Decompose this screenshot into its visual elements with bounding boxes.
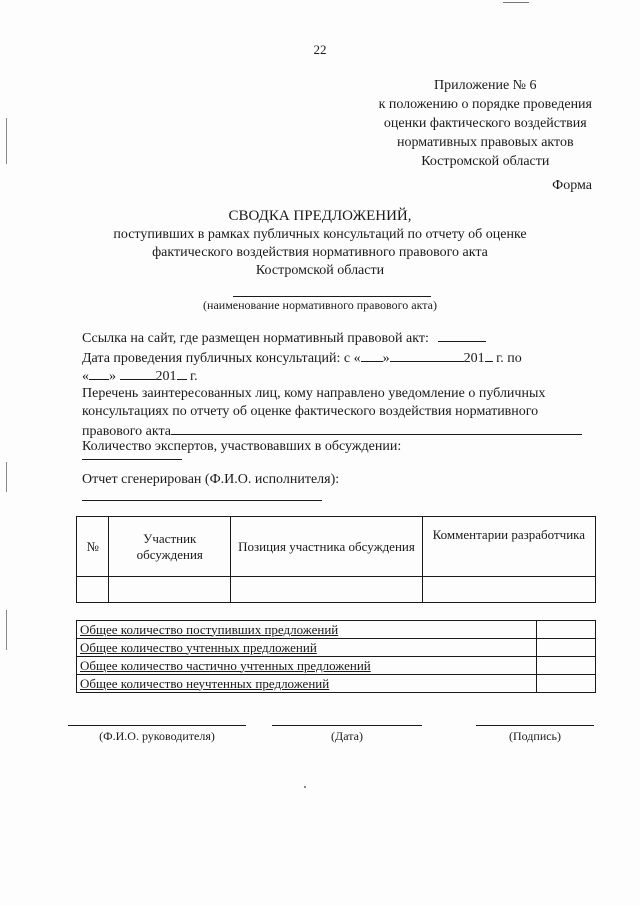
summary-label: Общее количество неучтенных предложений <box>77 675 537 693</box>
experts-input-line[interactable] <box>82 459 182 460</box>
summary-label: Общее количество учтенных предложений <box>77 639 537 657</box>
appendix-line: к положению о порядке проведения <box>378 97 592 112</box>
year-suffix: г. <box>190 369 198 384</box>
title-main: СВОДКА ПРЕДЛОЖЕНИЙ, <box>228 208 412 224</box>
link-field <box>82 328 486 348</box>
summary-value-cell[interactable] <box>537 639 596 657</box>
dates-field <box>82 348 522 368</box>
header-number: № <box>77 517 109 577</box>
margin-mark <box>6 118 7 164</box>
summary-row <box>77 621 596 639</box>
signature-sign-block <box>476 725 594 744</box>
page-number: 22 <box>313 42 327 57</box>
appendix-line: Приложение № 6 <box>434 78 537 93</box>
act-name-caption: (наименование нормативного правового акта) <box>203 298 437 312</box>
link-label: Ссылка на сайт, где размещен нормативный правовой акт: <box>82 331 429 346</box>
date-to-month-line[interactable] <box>120 366 156 380</box>
summary-label: Общее количество поступивших предложений <box>77 621 537 639</box>
year-suffix: г. по <box>496 351 522 366</box>
proposals-table <box>76 516 596 603</box>
header-comments: Комментарии разработчика <box>422 517 595 577</box>
signature-date-caption: (Дата) <box>331 729 363 743</box>
quote-open: « <box>82 369 89 384</box>
quote-close: » <box>382 351 390 366</box>
interested-parties-label: правового акта <box>82 424 171 439</box>
margin-mark <box>6 610 7 650</box>
signature-date-block <box>272 725 422 744</box>
cell-comments[interactable] <box>422 577 595 603</box>
interested-parties-line: консультациях по отчету об оценке фактического воздействия нормативного <box>82 404 539 419</box>
link-input-line[interactable] <box>438 328 486 342</box>
signature-date-line[interactable] <box>272 725 422 726</box>
cell-participant[interactable] <box>109 577 231 603</box>
dates-label: Дата проведения публичных консультаций: с « <box>82 351 361 366</box>
title-sub-line: поступивших в рамках публичных консультаций по отчету об оценке <box>113 227 527 242</box>
header-participant: Участник обсуждения <box>109 517 231 577</box>
table-row <box>77 577 596 603</box>
summary-value-cell[interactable] <box>537 675 596 693</box>
year-prefix: 201 <box>463 351 485 366</box>
summary-label: Общее количество частично учтенных предложений <box>77 657 537 675</box>
signature-head-line[interactable] <box>68 725 246 726</box>
appendix-line: Костромской области <box>421 154 550 169</box>
interested-parties-line-input[interactable] <box>171 421 582 435</box>
experts-label: Количество экспертов, участвовавших в обсуждении: <box>82 439 402 454</box>
cell-position[interactable] <box>231 577 422 603</box>
scan-dot <box>304 786 306 788</box>
date-from-year-line[interactable] <box>485 348 493 362</box>
summary-value-cell[interactable] <box>537 657 596 675</box>
interested-parties-line: Перечень заинтересованных лиц, кому направлено уведомление о публичных <box>82 386 546 401</box>
summary-table <box>76 620 596 693</box>
table-header-row <box>77 517 596 577</box>
summary-row <box>77 657 596 675</box>
header-position: Позиция участника обсуждения <box>231 517 422 577</box>
cell-number[interactable] <box>77 577 109 603</box>
quote-close: » <box>109 369 116 384</box>
margin-mark <box>6 462 7 492</box>
date-to-day-line[interactable] <box>89 366 109 380</box>
date-from-day-line[interactable] <box>361 348 383 362</box>
dates-field-line2 <box>82 366 198 386</box>
date-from-month-line[interactable] <box>390 348 464 362</box>
appendix-line: оценки фактического воздействия <box>383 116 587 131</box>
appendix-block <box>379 76 592 171</box>
form-label: Форма <box>552 178 592 193</box>
summary-row <box>77 639 596 657</box>
report-label: Отчет сгенерирован (Ф.И.О. исполнителя): <box>82 472 340 487</box>
summary-row <box>77 675 596 693</box>
signature-sign-line[interactable] <box>476 725 594 726</box>
summary-value-cell[interactable] <box>537 621 596 639</box>
appendix-line: нормативных правовых актов <box>396 135 574 150</box>
signature-head-caption: (Ф.И.О. руководителя) <box>99 729 215 743</box>
act-name-line[interactable] <box>233 296 431 297</box>
title-sub-line: фактического воздействия нормативного правового акта <box>152 245 488 260</box>
signature-head-block <box>68 725 246 744</box>
date-to-year-line[interactable] <box>177 366 187 380</box>
signature-sign-caption: (Подпись) <box>508 729 562 743</box>
year-prefix: 201 <box>155 369 177 384</box>
document-title <box>0 206 640 280</box>
report-input-line[interactable] <box>82 500 322 501</box>
top-scribble-mark <box>503 2 529 3</box>
title-sub-line: Костромской области <box>255 263 385 278</box>
